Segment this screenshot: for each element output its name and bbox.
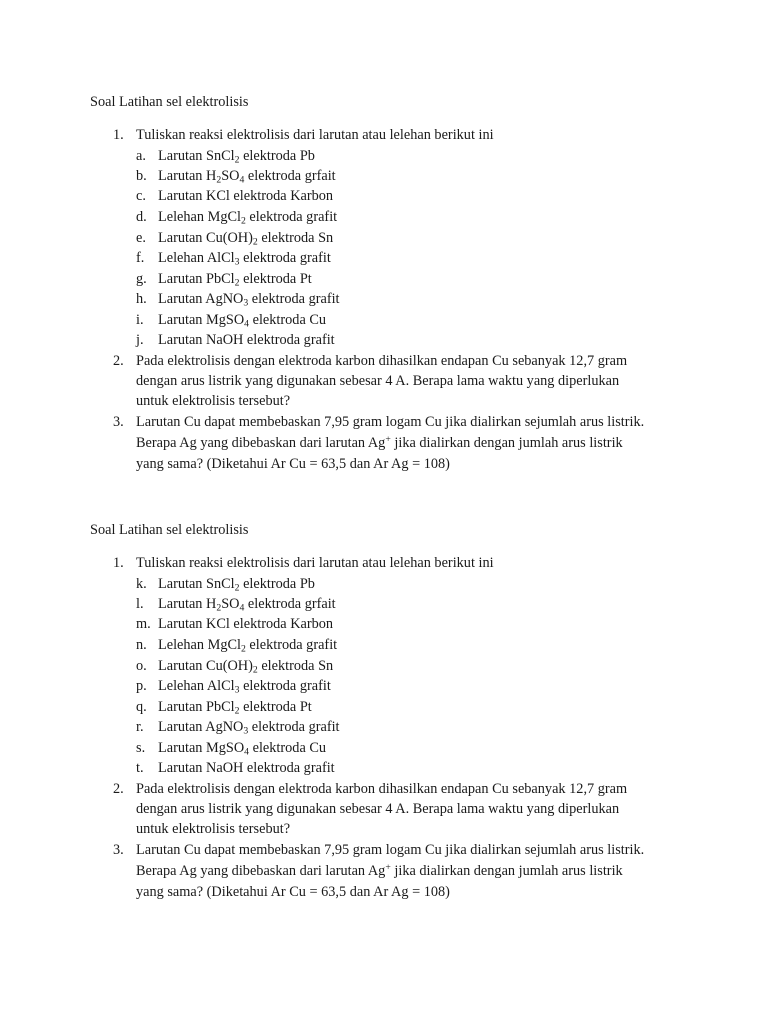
item-text: Lelehan MgCl$_2$ elektroda grafit [158, 209, 338, 227]
section-title: Soal Latihan sel elektrolisis [90, 94, 249, 110]
question-number: 2. [113, 353, 124, 369]
item-letter: a. [136, 148, 146, 164]
item-text: Larutan AgNO$_3$ elektroda grafit [158, 719, 340, 737]
item-letter: h. [136, 291, 147, 307]
item-text: Lelehan AlCl$_3$ elektroda grafit [158, 250, 331, 268]
item-letter: t. [136, 760, 144, 776]
item-text: Larutan $Cu(OH)_2$ elektroda Sn [158, 230, 334, 248]
item-text: Larutan PbCl$_2$ elektroda Pt [158, 699, 312, 717]
item-letter: o. [136, 658, 147, 674]
item-text: Larutan $Cu(OH)_2$ elektroda Sn [158, 658, 334, 676]
section-title: Soal Latihan sel elektrolisis [90, 522, 249, 538]
item-letter: k. [136, 576, 147, 592]
item-letter: j. [136, 332, 144, 348]
item-letter: d. [136, 209, 147, 225]
item-text: Larutan SnCl$_2$ elektroda Pb [158, 576, 315, 594]
question-number: 3. [113, 414, 124, 430]
item-text: Larutan $H_2SO_4$ elektroda grfait [158, 596, 336, 614]
item-text: Larutan MgSO$_4$ elektroda Cu [158, 740, 327, 758]
item-letter: n. [136, 637, 147, 653]
item-letter: b. [136, 168, 147, 184]
item-letter: p. [136, 678, 147, 694]
question-number: 1. [113, 127, 124, 143]
question-text: Tuliskan reaksi elektrolisis dari larutan atau lelehan berikut ini [136, 127, 494, 143]
question-text: Tuliskan reaksi elektrolisis dari larutan atau lelehan berikut ini [136, 555, 494, 571]
item-letter: g. [136, 271, 147, 287]
item-letter: f. [136, 250, 145, 266]
item-text: Larutan MgSO$_4$ elektroda Cu [158, 312, 327, 330]
item-text: Larutan SnCl$_2$ elektroda Pb [158, 148, 315, 166]
question-number: 3. [113, 842, 124, 858]
item-text: Larutan KCl elektroda Karbon [158, 188, 334, 204]
item-text: Larutan NaOH elektroda grafit [158, 332, 335, 348]
item-letter: q. [136, 699, 147, 715]
question-number: 2. [113, 781, 124, 797]
item-text: Larutan KCl elektroda Karbon [158, 616, 334, 632]
item-letter: r. [136, 719, 144, 735]
item-text: Larutan $H_2SO_4$ elektroda grfait [158, 168, 336, 186]
item-text: Lelehan AlCl$_3$ elektroda grafit [158, 678, 331, 696]
item-text: Larutan PbCl$_2$ elektroda Pt [158, 271, 312, 289]
item-letter: s. [136, 740, 146, 756]
item-letter: e. [136, 230, 146, 246]
question-text: Pada elektrolisis dengan elektroda karbon dihasilkan endapan Cu sebanyak 12,7 gram [136, 353, 628, 369]
item-letter: i. [136, 312, 144, 328]
item-text: Lelehan MgCl$_2$ elektroda grafit [158, 637, 338, 655]
document-page: Soal Latihan sel elektrolisis 1. Tuliskan reaksi elektrolisis dari larutan atau lelehan berikut ini a. Larutan SnCl$_2$ elektroda Pb b. Larutan $H_2SO_4$ elektroda grfait c. Larutan KCl elektroda Karbon d. Lelehan MgCl$_2$ elektroda grafit e. Larutan $Cu(OH)_2$ elektroda Sn f. Lelehan AlCl$_3$ elektroda grafit g. Larutan PbCl$_2$ elektroda Pt h. Larutan AgNO$_3$ elektroda grafit i. Larutan MgSO$_4$ elektroda Cu j. Larutan NaOH elektroda grafit 2. Pada elektrolisis dengan elektroda karbon dihasilkan endapan Cu sebanyak 12,7 gram dengan arus listrik yang digunakan sebesar 4 A. Berapa lama waktu yang diperlukan untuk elektrolisis tersebut? 3. Larutan Cu dapat membebaskan 7,95 gram logam Cu jika dialirkan sejumlah arus listrik. Berapa Ag yang dibebaskan dari larutan Ag+ jika dialirkan dengan jumlah arus listrik yang sama? (Diketahui Ar Cu = 63,5 dan Ar Ag = 108) Soal Latihan sel elektrolisis 1. Tuliskan reaksi elektrolisis dari larutan atau lelehan berikut ini k. Larutan SnCl$_2$ elektroda Pb l. Larutan $H_2SO_4$ elektroda grfait m. Larutan KCl elektroda Karbon n. Lelehan MgCl$_2$ elektroda grafit o. Larutan $Cu(OH)_2$ elektroda Sn p. Lelehan AlCl$_3$ elektroda grafit q. Larutan PbCl$_2$ elektroda Pt r. Larutan AgNO$_3$ elektroda grafit s. Larutan MgSO$_4$ elektroda Cu t. Larutan NaOH elektroda grafit 2. Pada elektrolisis dengan elektroda karbon dihasilkan endapan Cu sebanyak 12,7 gram dengan arus listrik yang digunakan sebesar 4 A. Berapa lama waktu yang diperlukan untuk elektrolisis tersebut? 3. Larutan Cu dapat membebaskan 7,95 gram logam Cu jika dialirkan sejumlah arus listrik. Berapa Ag yang dibebaskan dari larutan Ag+ jika dialirkan dengan jumlah arus listrik yang sama? (Diketahui Ar Cu = 63,5 dan Ar Ag = 108) [90, 94, 645, 900]
item-letter: c. [136, 188, 146, 204]
question-text: Larutan Cu dapat membebaskan 7,95 gram logam Cu jika dialirkan sejumlah arus listrik. [136, 414, 645, 430]
item-text: Larutan NaOH elektroda grafit [158, 760, 335, 776]
item-letter: l. [136, 596, 144, 612]
question-text: Pada elektrolisis dengan elektroda karbon dihasilkan endapan Cu sebanyak 12,7 gram [136, 781, 628, 797]
item-text: Larutan AgNO$_3$ elektroda grafit [158, 291, 340, 309]
question-text: Larutan Cu dapat membebaskan 7,95 gram logam Cu jika dialirkan sejumlah arus listrik. [136, 842, 645, 858]
question-number: 1. [113, 555, 124, 571]
item-letter: m. [136, 616, 151, 632]
